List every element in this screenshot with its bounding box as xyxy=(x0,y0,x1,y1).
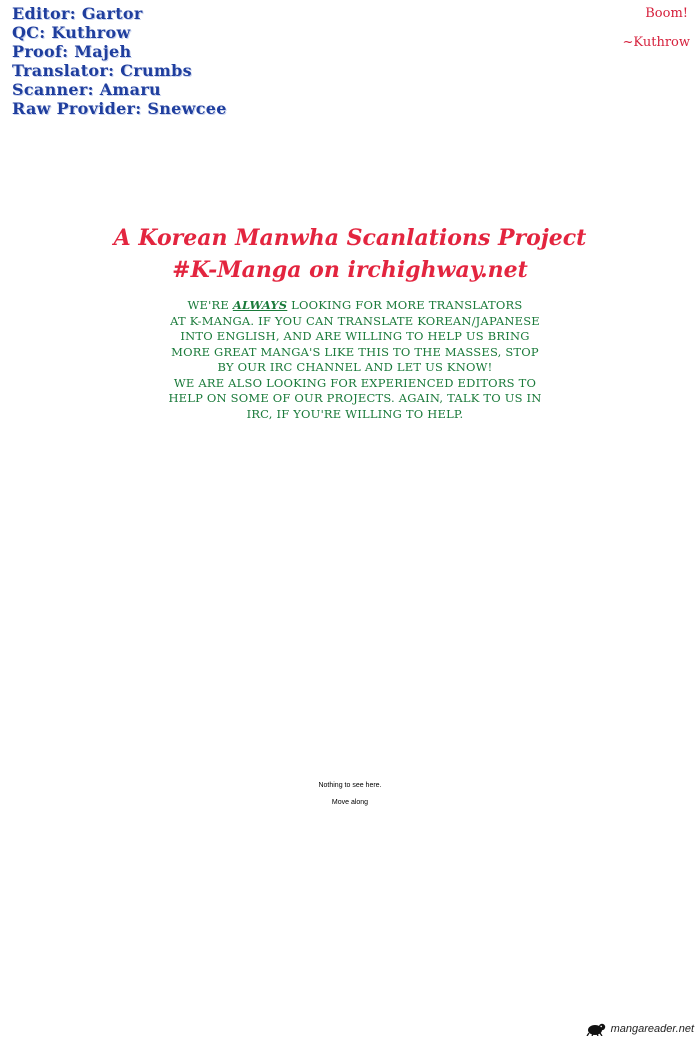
message-line-7: HELP ON SOME OF OUR PROJECTS. AGAIN, TALK TO US IN xyxy=(168,391,542,405)
message-emphasis: ALWAYS xyxy=(232,298,288,312)
project-banner xyxy=(0,222,700,286)
credit-qc: QC: Kuthrow xyxy=(12,23,131,42)
message-text: LOOKING FOR MORE TRANSLATORS xyxy=(287,298,523,312)
note-line-2: Move along xyxy=(331,799,369,806)
message-line-6: WE ARE ALSO LOOKING FOR EXPERIENCED EDITORS TO xyxy=(173,375,537,390)
message-line-8: IRC, IF YOU'RE WILLING TO HELP. xyxy=(246,406,464,421)
message-line-2: AT K-MANGA. IF YOU CAN TRANSLATE KOREAN/JAPANESE xyxy=(170,313,540,328)
message-line-5: BY OUR IRC CHANNEL AND LET US KNOW! xyxy=(217,360,493,374)
credit-translator: Translator: Crumbs xyxy=(12,61,192,80)
message-text: WE'RE xyxy=(187,298,233,312)
watermark[interactable] xyxy=(586,1022,694,1036)
message-line-1 xyxy=(120,298,590,314)
credit-editor: Editor: Gartor xyxy=(12,4,143,23)
watermark-text: mangareader.net xyxy=(610,1023,694,1035)
recruitment-message xyxy=(120,298,590,422)
signature-note: ~Kuthrow xyxy=(622,35,690,50)
message-line-3: INTO ENGLISH, AND ARE WILLING TO HELP US BRING xyxy=(180,329,530,343)
credit-proof: Proof: Majeh xyxy=(12,42,132,61)
credit-raw-provider: Raw Provider: Snewcee xyxy=(12,99,227,118)
project-title: A Korean Manwha Scanlations Project xyxy=(113,225,587,251)
mangareader-logo-icon xyxy=(586,1022,608,1036)
message-line-4: MORE GREAT MANGA'S LIKE THIS TO THE MASSES, STOP xyxy=(171,344,539,359)
project-channel: #K-Manga on irchighway.net xyxy=(172,257,528,283)
note-line-1: Nothing to see here. xyxy=(318,782,382,789)
credit-scanner: Scanner: Amaru xyxy=(12,80,161,99)
credits-block xyxy=(12,4,227,118)
boom-note: Boom! xyxy=(645,6,688,21)
